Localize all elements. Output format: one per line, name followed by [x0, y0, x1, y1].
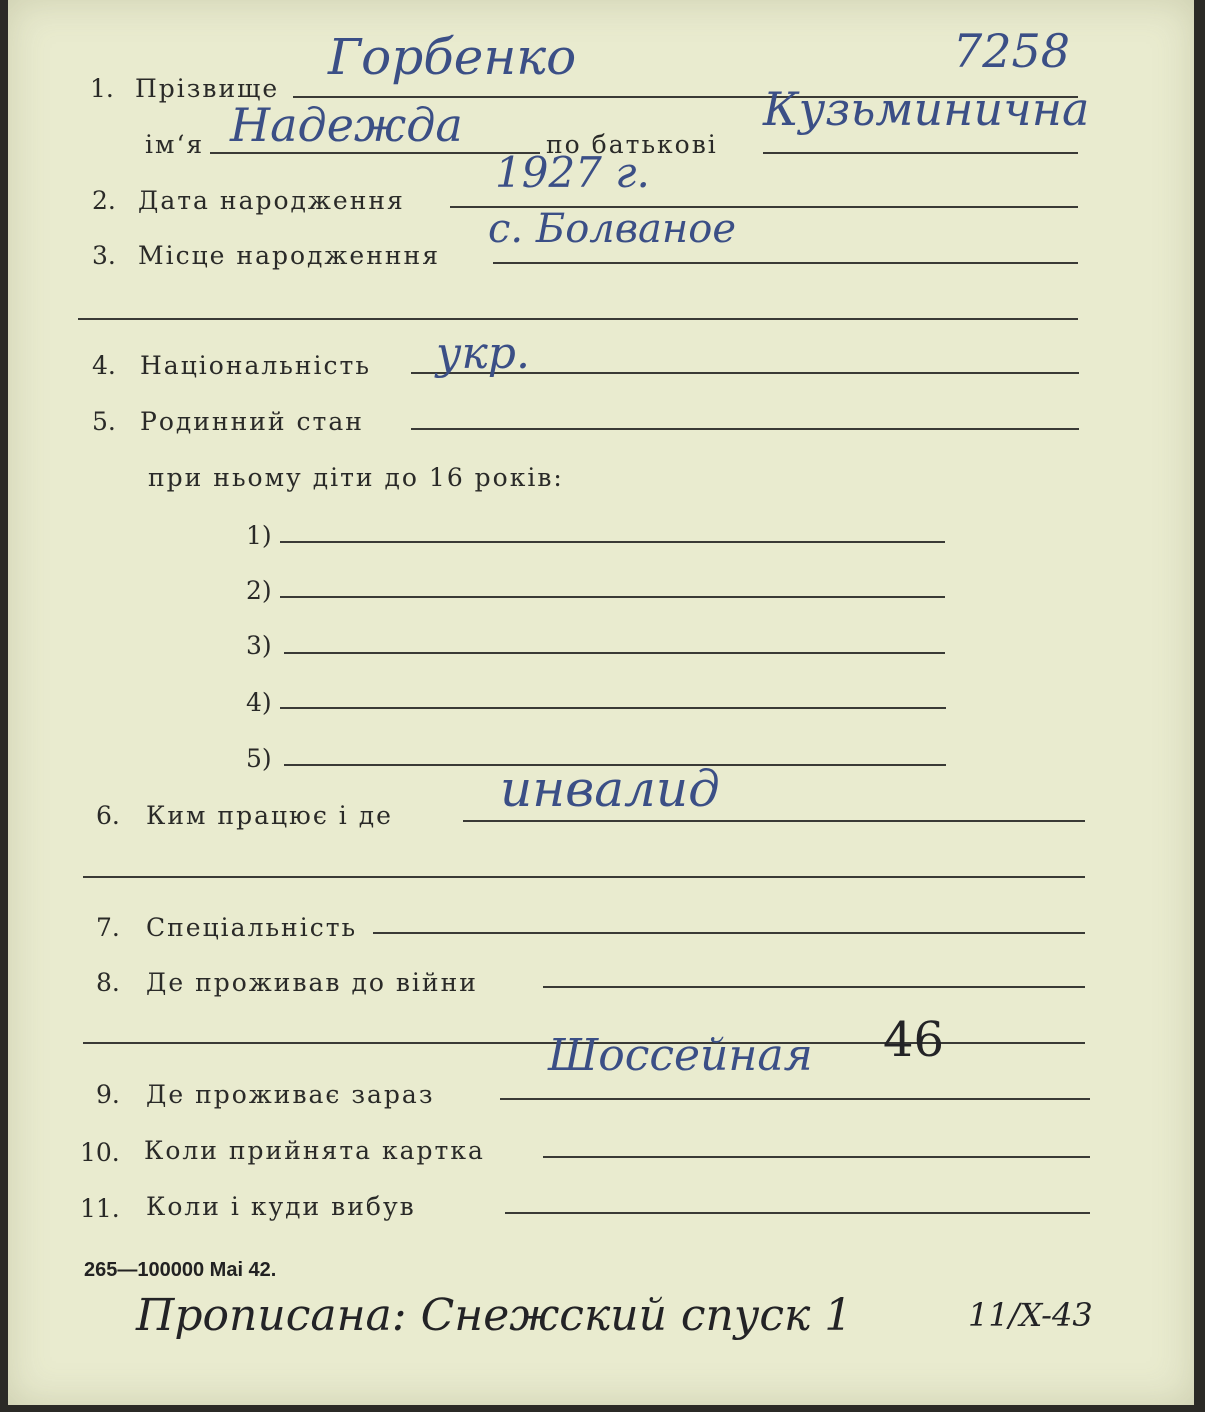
handwritten-surname: Горбенко [328, 28, 577, 86]
handwritten-note: Прописана: Снежский спуск 1 [136, 1290, 853, 1341]
handwritten-birth-date: 1927 г. [495, 148, 650, 197]
child-3-line [284, 652, 945, 654]
child-3-number: 3) [246, 631, 272, 660]
field-1-name-line [210, 152, 540, 154]
field-6-label: Ким працює і де [146, 801, 393, 830]
field-6-line-2 [83, 876, 1085, 878]
handwritten-occupation: инвалид [500, 760, 720, 818]
field-10-number: 10. [80, 1138, 120, 1167]
field-9-label: Де проживає зараз [146, 1080, 435, 1109]
field-1-name-label: ім‘я [145, 130, 205, 159]
field-1-patronymic-line [763, 152, 1078, 154]
field-5-children-label: при ньому діти до 16 років: [148, 463, 564, 492]
field-8-line [543, 986, 1085, 988]
field-7-number: 7. [96, 913, 120, 942]
field-4-number: 4. [92, 351, 116, 380]
handwritten-first-name: Надежда [230, 98, 463, 152]
print-code: 265—100000 Mai 42. [84, 1259, 277, 1281]
field-6-line [463, 820, 1085, 822]
child-4-number: 4) [246, 688, 272, 717]
handwritten-patronymic: Кузьминична [763, 82, 1090, 136]
handwritten-house-number: 46 [883, 1012, 945, 1068]
field-1-number: 1. [90, 74, 114, 103]
handwritten-nationality: укр. [436, 328, 530, 379]
field-3-line-2 [78, 318, 1078, 320]
field-11-number: 11. [80, 1194, 120, 1223]
child-2-line [280, 596, 945, 598]
registration-card [8, 0, 1194, 1405]
field-6-number: 6. [96, 801, 120, 830]
field-2-number: 2. [92, 186, 116, 215]
child-4-line [280, 707, 946, 709]
field-10-label: Коли прийнята картка [144, 1136, 485, 1165]
handwritten-birth-place: с. Болваное [488, 206, 737, 252]
handwritten-street: Шоссейная [548, 1030, 813, 1081]
field-5-label: Родинний стан [140, 407, 364, 436]
field-7-label: Спеціальність [146, 913, 358, 942]
field-11-label: Коли і куди вибув [146, 1192, 416, 1221]
child-5-number: 5) [246, 744, 272, 773]
field-7-line [373, 932, 1085, 934]
field-2-label: Дата народження [138, 186, 405, 215]
field-3-line [493, 262, 1078, 264]
field-11-line [505, 1212, 1090, 1214]
field-9-line [500, 1098, 1090, 1100]
child-1-number: 1) [246, 521, 272, 550]
field-8-label: Де проживав до війни [146, 968, 478, 997]
handwritten-card-number: 7258 [953, 24, 1071, 78]
child-2-number: 2) [246, 576, 272, 605]
field-3-label: Місце народженння [138, 241, 440, 270]
field-3-number: 3. [92, 241, 116, 270]
field-1-patronymic-label: по батькові [546, 130, 718, 159]
field-1-label: Прізвище [135, 74, 280, 103]
field-5-line [411, 428, 1079, 430]
field-4-label: Національність [140, 351, 371, 380]
handwritten-note-date: 11/X-43 [968, 1296, 1093, 1334]
field-10-line [543, 1156, 1090, 1158]
field-9-number: 9. [96, 1080, 120, 1109]
child-1-line [280, 541, 945, 543]
field-8-number: 8. [96, 968, 120, 997]
field-5-number: 5. [92, 407, 116, 436]
